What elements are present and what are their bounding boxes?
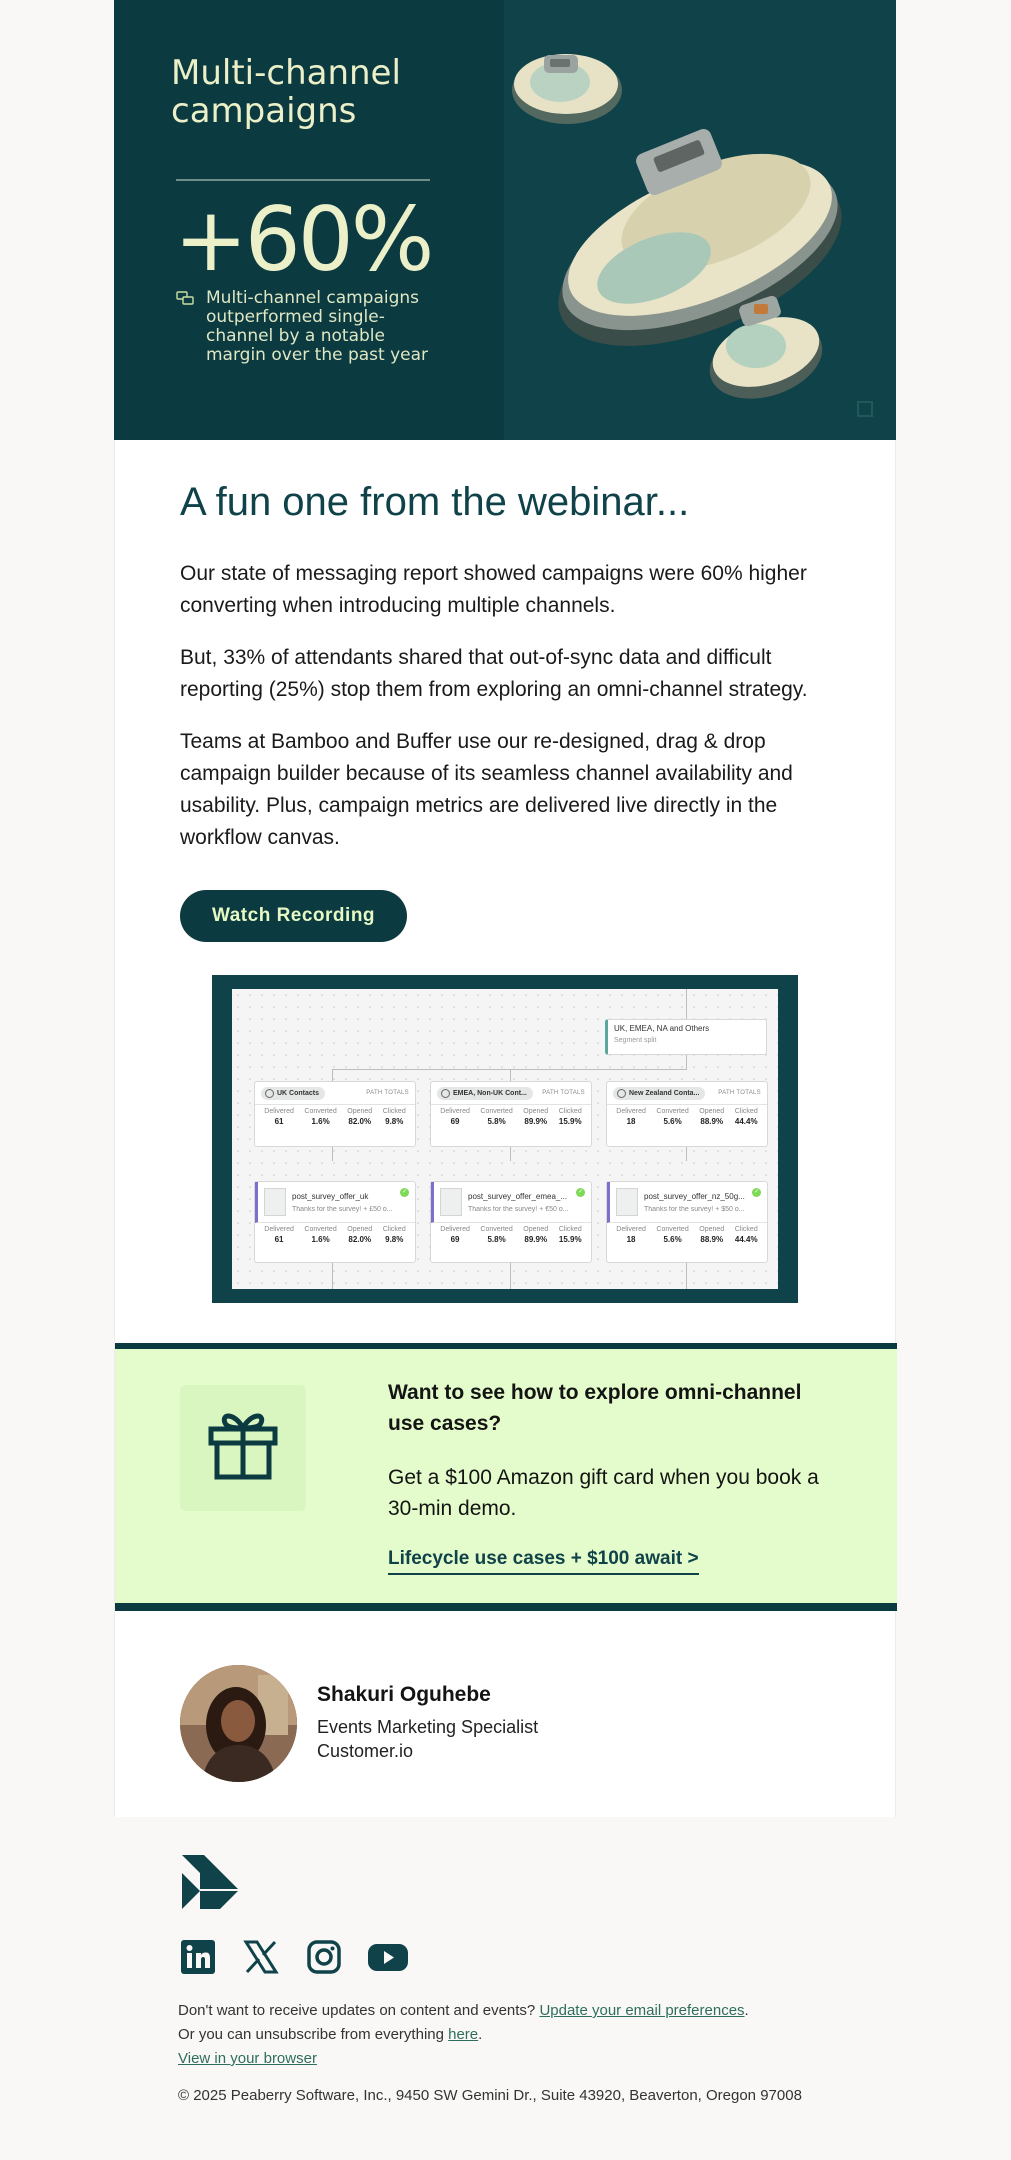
branch-totals-emea[interactable] [430, 1081, 592, 1147]
message-name: post_survey_offer_emea_... [468, 1191, 568, 1201]
metric-label: Converted [656, 1226, 689, 1233]
metric-value: 5.6% [663, 1117, 682, 1126]
hero-banner [114, 0, 896, 440]
metric-label: Delivered [264, 1226, 294, 1233]
copyright: © 2025 Peaberry Software, Inc., 9450 SW Gemini Dr., Suite 43920, Beaverton, Oregon 97008 [178, 2087, 802, 2104]
metric-value: 1.6% [311, 1117, 330, 1126]
metric-label: Opened [699, 1108, 725, 1115]
metric-label: Clicked [558, 1226, 582, 1233]
hero-left-panel [114, 0, 504, 440]
unsubscribe-link[interactable]: here [448, 2026, 479, 2043]
path-totals-label: PATH TOTALS [366, 1090, 409, 1096]
metric-label: Delivered [264, 1108, 294, 1115]
segment-name: UK Contacts [277, 1089, 320, 1097]
metric-value: 69 [450, 1117, 460, 1126]
metric-value: 5.6% [663, 1235, 682, 1244]
message-node-uk[interactable] [254, 1181, 416, 1263]
email-thumbnail [440, 1188, 462, 1216]
metric-value: 89.9% [524, 1117, 548, 1126]
message-node-emea[interactable] [430, 1181, 592, 1263]
gift-icon-tile [180, 1385, 306, 1511]
check-icon: ✓ [753, 1189, 760, 1195]
preferences-text: Don't want to receive updates on content and events? [178, 2002, 540, 2019]
instagram-icon[interactable] [306, 1939, 342, 1975]
email-thumbnail [616, 1188, 638, 1216]
browser-line [178, 2050, 317, 2067]
metric-label: Delivered [616, 1108, 646, 1115]
paragraph-3: Teams at Bamboo and Buffer use our re-designed, drag & drop campaign builder because of its seamless channel availability and usability. Plus, campaign metrics are delivered live directly in the workflow canvas. [180, 730, 793, 849]
metric-label: Clicked [734, 1226, 758, 1233]
message-subject: Thanks for the survey! + $50 o... [644, 1205, 745, 1213]
youtube-icon[interactable] [367, 1939, 409, 1975]
message-name: post_survey_offer_uk [292, 1191, 369, 1201]
signature-company: Customer.io [317, 1741, 414, 1761]
metric-label: Clicked [734, 1108, 758, 1115]
metric-label: Delivered [440, 1108, 470, 1115]
metric-value: 82.0% [348, 1117, 372, 1126]
metric-value: 9.8% [385, 1117, 404, 1126]
message-name: post_survey_offer_nz_50g... [644, 1191, 745, 1201]
hero-stat: +60% [174, 188, 432, 291]
lifecycle-use-cases-link[interactable]: Lifecycle use cases + $100 await > [388, 1548, 699, 1575]
metric-value: 82.0% [348, 1235, 372, 1244]
unsubscribe-period: . [478, 2026, 483, 2043]
message-subject: Thanks for the survey! + £50 o... [292, 1205, 393, 1213]
metric-value: 18 [626, 1235, 636, 1244]
metric-value: 89.9% [524, 1235, 548, 1244]
segment-split-node[interactable] [605, 1019, 767, 1055]
metric-label: Converted [480, 1226, 513, 1233]
segment-pill [613, 1087, 705, 1100]
metric-label: Opened [523, 1108, 549, 1115]
metric-value: 5.8% [487, 1235, 506, 1244]
hero-description: Multi-channel campaigns outperformed single-channel by a notable margin over the past year [206, 288, 429, 365]
metric-label: Opened [347, 1108, 373, 1115]
message-subject: Thanks for the survey! + €50 o... [468, 1205, 569, 1213]
preferences-period: . [744, 2002, 749, 2019]
footer [114, 1817, 896, 2157]
split-subtitle: Segment split [614, 1037, 657, 1044]
metric-value: 9.8% [385, 1235, 404, 1244]
metric-value: 88.9% [700, 1117, 724, 1126]
segment-pill [437, 1087, 533, 1100]
metric-value: 18 [626, 1117, 636, 1126]
main-card [114, 440, 896, 1817]
x-icon[interactable] [243, 1939, 279, 1975]
metric-label: Delivered [440, 1226, 470, 1233]
paragraph-2: But, 33% of attendants shared that out-of-sync data and difficult reporting (25%) stop them from exploring an omni-channel strategy. [180, 646, 808, 701]
avatar [180, 1665, 297, 1782]
promo-title: Want to see how to explore omni-channel use cases? [388, 1381, 802, 1435]
watch-recording-button[interactable]: Watch Recording [180, 890, 407, 942]
metric-label: Opened [523, 1226, 549, 1233]
metric-label: Converted [480, 1108, 513, 1115]
metric-label: Clicked [382, 1108, 406, 1115]
customerio-logo-icon [180, 1853, 238, 1911]
metric-value: 44.4% [734, 1117, 758, 1126]
workflow-canvas-screenshot[interactable] [212, 975, 798, 1303]
metric-value: 15.9% [558, 1235, 582, 1244]
section-heading: A fun one from the webinar... [180, 480, 690, 524]
email-body [114, 0, 896, 2157]
metric-value: 61 [274, 1235, 284, 1244]
preferences-line [178, 2002, 749, 2019]
signature-name: Shakuri Oguhebe [317, 1683, 491, 1706]
metric-label: Opened [347, 1226, 373, 1233]
promo-banner [115, 1343, 897, 1611]
metric-value: 61 [274, 1117, 284, 1126]
check-icon: ✓ [577, 1189, 584, 1195]
metric-value: 5.8% [487, 1117, 506, 1126]
metric-value: 44.4% [734, 1235, 758, 1244]
metric-value: 15.9% [558, 1117, 582, 1126]
metric-label: Clicked [558, 1108, 582, 1115]
metric-value: 1.6% [311, 1235, 330, 1244]
metric-label: Delivered [616, 1226, 646, 1233]
hero-divider [176, 179, 430, 181]
workflow-canvas [232, 989, 778, 1289]
metric-label: Clicked [382, 1226, 406, 1233]
chat-bubbles-icon [176, 290, 194, 308]
paragraph-1: Our state of messaging report showed campaigns were 60% higher converting when introducing multiple channels. [180, 562, 807, 617]
unsubscribe-line [178, 2026, 482, 2043]
linkedin-icon[interactable] [180, 1939, 216, 1975]
unsubscribe-text: Or you can unsubscribe from everything [178, 2026, 449, 2043]
metric-value: 88.9% [700, 1235, 724, 1244]
path-totals-label: PATH TOTALS [718, 1090, 761, 1096]
segment-pill [261, 1087, 325, 1100]
split-title: UK, EMEA, NA and Others [614, 1024, 710, 1033]
metric-value: 69 [450, 1235, 460, 1244]
path-totals-label: PATH TOTALS [542, 1090, 585, 1096]
hover-vehicles-illustration [504, 0, 896, 440]
check-icon: ✓ [401, 1189, 408, 1195]
segment-name: New Zealand Conta... [629, 1089, 700, 1097]
metric-label: Opened [699, 1226, 725, 1233]
gift-icon [207, 1407, 279, 1481]
metric-label: Converted [304, 1108, 337, 1115]
signature [115, 1611, 895, 1817]
branch-totals-uk[interactable] [254, 1081, 416, 1147]
metric-label: Converted [656, 1108, 689, 1115]
segment-icon [265, 1089, 274, 1098]
segment-name: EMEA, Non-UK Cont... [453, 1089, 527, 1097]
view-in-browser-link[interactable]: View in your browser [178, 2050, 317, 2067]
email-thumbnail [264, 1188, 286, 1216]
signature-role: Events Marketing Specialist [317, 1717, 539, 1737]
update-preferences-link[interactable]: Update your email preferences [539, 2002, 745, 2019]
message-node-nz[interactable] [606, 1181, 768, 1263]
branch-totals-nz[interactable] [606, 1081, 768, 1147]
hero-title: Multi-channel campaigns [171, 53, 401, 131]
segment-icon [617, 1089, 626, 1098]
metric-label: Converted [304, 1226, 337, 1233]
promo-text: Get a $100 Amazon gift card when you book a 30-min demo. [388, 1466, 819, 1520]
segment-icon [441, 1089, 450, 1098]
